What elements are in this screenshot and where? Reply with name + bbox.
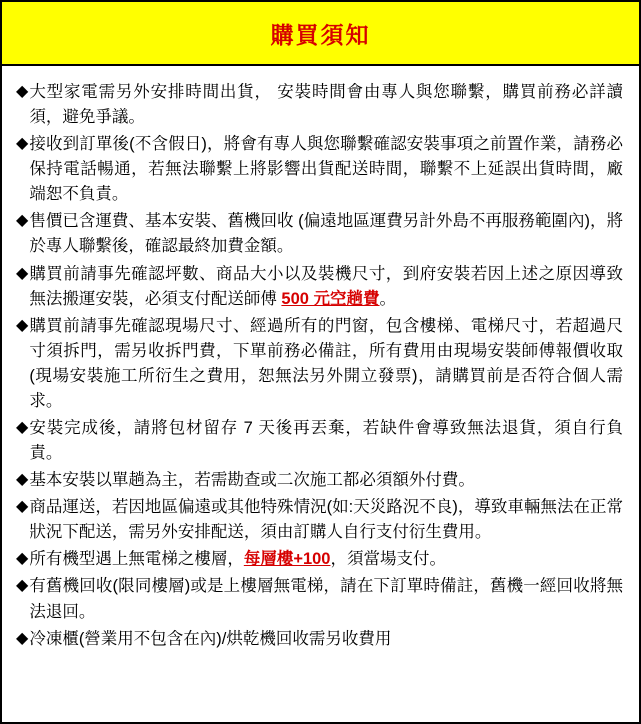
diamond-bullet-icon: ◆: [16, 629, 29, 647]
notice-item-text: [29, 468, 623, 493]
notice-text-segment: ，須當場支付。: [330, 550, 446, 569]
notice-text-segment: 有舊機回收(限同樓層)或是上樓層無電梯，請在下訂單時備註，舊機一經回收將無法退回。: [29, 577, 623, 621]
notice-item-text: [29, 495, 623, 545]
notice-text-segment: 接收到訂單後(不含假日)，將會有專人與您聯繫確認安裝事項之前置作業，請務必保持電話暢通，若無法聯繫上將影響出貨配送時間，聯繫不上延誤出貨時間，廠端恕不負責。: [29, 135, 623, 204]
notice-item: [16, 314, 623, 414]
notice-text-segment: 購買前請事先確認現場尺寸、經過所有的門窗，包含樓梯、電梯尺寸，若超過尺寸須拆門，需另收拆門費，下單前務必備註，所有費用由現場安裝師傅報價收取(現場安裝施工所衍生之費用，恕無法另外開立發票)，請購買前是否符合個人需求。: [29, 316, 623, 410]
notice-item-text: [29, 416, 623, 466]
notice-list: [2, 66, 639, 722]
notice-text-segment: 商品運送，若因地區偏遠或其他特殊情況(如:天災路況不良)，導致車輛無法在正常狀況下配送，需另外安排配送，須由訂購人自行支付衍生費用。: [29, 498, 623, 542]
notice-item-text: [29, 547, 623, 572]
highlighted-fee-text: 每層樓+100: [243, 550, 331, 569]
notice-text-segment: 所有機型遇上無電梯之樓層，: [29, 550, 244, 569]
page-title: 購買須知: [270, 21, 371, 48]
notice-text-segment: 基本安裝以單趟為主，若需勘查或二次施工都必須額外付費。: [29, 471, 475, 490]
document-header: [2, 2, 639, 66]
diamond-bullet-icon: ◆: [16, 264, 29, 282]
diamond-bullet-icon: ◆: [16, 83, 29, 100]
diamond-bullet-icon: ◆: [16, 135, 29, 153]
notice-item-text: [29, 574, 623, 624]
notice-text-segment: 冷凍櫃(營業用不包含在內)/烘乾機回收需另收費用: [29, 629, 392, 648]
notice-item: [16, 80, 623, 130]
notice-item: [16, 627, 623, 652]
notice-item: [16, 416, 623, 466]
notice-text-segment: 大型家電需另外安排時間出貨， 安裝時間會由專人與您聯繫，購買前務必詳讀須，避免爭議。: [29, 83, 623, 127]
notice-item-text: [29, 314, 623, 414]
diamond-bullet-icon: ◆: [16, 471, 29, 489]
notice-item: [16, 132, 623, 207]
notice-item-text: [29, 80, 623, 130]
notice-item-text: [29, 627, 623, 652]
diamond-bullet-icon: ◆: [16, 498, 29, 516]
highlighted-fee-text: 500 元空趟費: [281, 289, 380, 308]
notice-item: [16, 209, 623, 259]
notice-item: [16, 262, 623, 312]
diamond-bullet-icon: ◆: [16, 212, 29, 230]
diamond-bullet-icon: ◆: [16, 419, 29, 437]
notice-text-segment: 安裝完成後，請將包材留存 7 天後再丟棄，若缺件會導致無法退貨，須自行負責。: [29, 419, 623, 463]
notice-item-text: [29, 132, 623, 207]
diamond-bullet-icon: ◆: [16, 577, 29, 595]
notice-item: [16, 468, 623, 493]
notice-item: [16, 547, 623, 572]
notice-text-segment: 。: [379, 289, 397, 308]
notice-item: [16, 574, 623, 624]
diamond-bullet-icon: ◆: [16, 550, 29, 568]
notice-text-segment: 售價已含運費、基本安裝、舊機回收 (偏遠地區運費另計外島不再服務範圍內)，將於專人聯繫後，確認最終加費金額。: [29, 212, 623, 256]
notice-text-segment: 購買前請事先確認坪數、商品大小以及裝機尺寸，到府安裝若因上述之原因導致無法搬運安裝，必須支付配送師傅: [29, 264, 623, 308]
notice-item-text: [29, 262, 623, 312]
notice-item-text: [29, 209, 623, 259]
notice-item: [16, 495, 623, 545]
diamond-bullet-icon: ◆: [16, 316, 29, 334]
